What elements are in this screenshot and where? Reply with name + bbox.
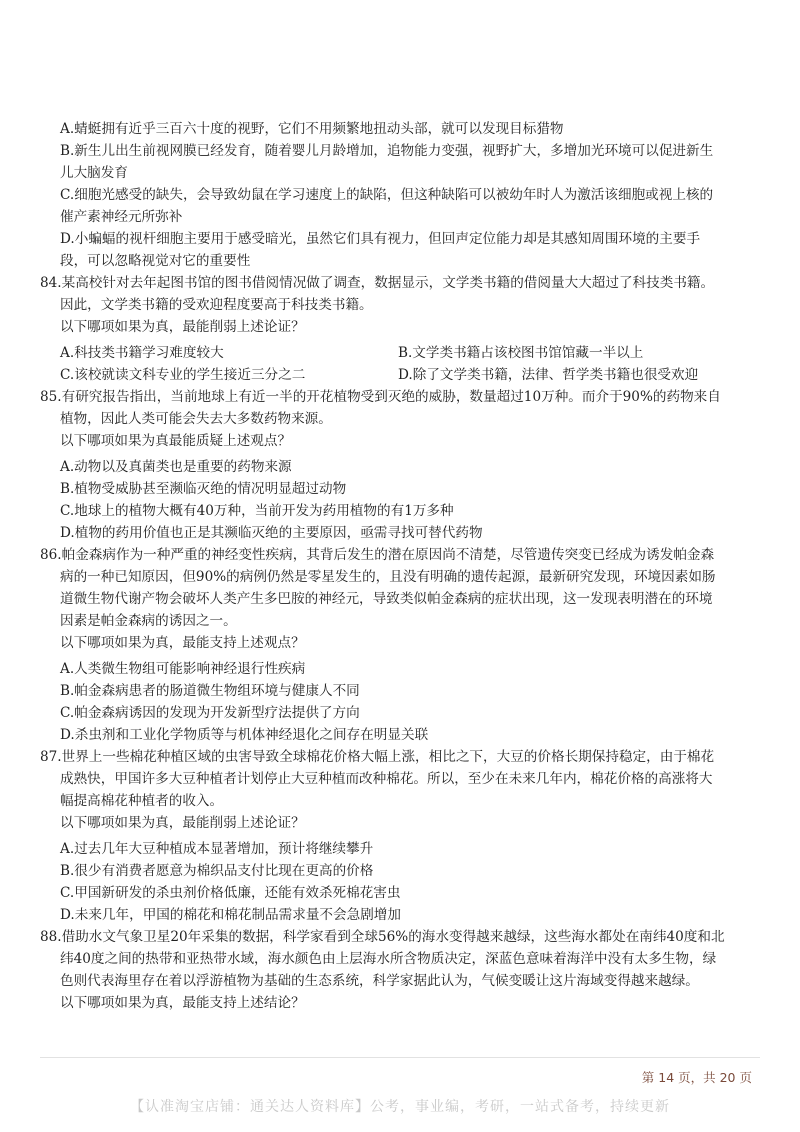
option-text: C.细胞光感受的缺失，会导致幼鼠在学习速度上的缺陷，但这种缺陷可以被幼年时人为激活该细胞或视上核的	[60, 187, 714, 203]
option-c: C.地球上的植物大概有40万种，当前开发为药用植物的有1万多种	[60, 503, 454, 519]
question-prompt: 以下哪项如果为真，最能削弱上述论证？	[60, 319, 305, 335]
question-stem: 成熟快，甲国许多大豆种植者计划停止大豆种植而改种棉花。所以，至少在未来几年内，棉花价格的高涨将大	[60, 771, 713, 787]
option-d: D.未来几年，甲国的棉花和棉花制品需求量不会急剧增加	[60, 907, 401, 923]
question-prompt: 以下哪项如果为真，最能支持上述观点？	[60, 635, 305, 651]
question-stem: 幅提高棉花种植者的收入。	[60, 793, 224, 809]
question-88	[40, 926, 760, 1014]
option-c: C.帕金森病诱因的发现为开发新型疗法提供了方向	[60, 705, 360, 721]
question-stem: 色则代表海里存在着以浮游植物为基础的生态系统，科学家据此认为，气候变暖让这片海域变得越来越绿。	[60, 973, 699, 989]
page-number: 第 14 页，共 20 页	[641, 1070, 752, 1085]
question-prompt: 以下哪项如果为真，最能支持上述结论？	[60, 995, 305, 1011]
question-stem: 病的一种已知原因，但90%的病例仍然是零星发生的，且没有明确的遗传起源，最新研究发现，环境因素如肠	[60, 569, 716, 585]
question-stem: 88.借助水文气象卫星20年采集的数据，科学家看到全球56%的海水变得越来越绿，这些海水都处在南纬40度和北	[40, 929, 725, 945]
option-b: B.帕金森病患者的肠道微生物组环境与健康人不同	[60, 683, 360, 699]
option-d: D.杀虫剂和工业化学物质等与机体神经退化之间存在明显关联	[60, 727, 429, 743]
option-c: C.该校就读文科专业的学生接近三分之二	[60, 367, 306, 383]
option-row	[40, 342, 760, 364]
option-text: D.小蝙蝠的视杆细胞主要用于感受暗光，虽然它们具有视力，但回声定位能力却是其感知周围环境的主要手	[60, 231, 701, 247]
question-87	[40, 746, 760, 926]
question-stem: 因此，文学类书籍的受欢迎程度要高于科技类书籍。	[60, 297, 373, 313]
question-84	[40, 272, 760, 386]
question-prompt: 以下哪项如果为真，最能削弱上述论证？	[60, 815, 305, 831]
question-stem: 86.帕金森病作为一种严重的神经变性疾病，其背后发生的潜在原因尚不清楚，尽管遗传突变已经成为诱发帕金森	[40, 547, 715, 563]
question-prompt: 以下哪项如果为真最能质疑上述观点？	[60, 433, 292, 449]
question-stem: 植物，因此人类可能会失去大多数药物来源。	[60, 411, 332, 427]
question-86	[40, 544, 760, 746]
previous-question-options	[40, 118, 760, 272]
option-d: D.除了文学类书籍，法律、哲学类书籍也很受欢迎	[398, 367, 699, 383]
option-b: B.植物受威胁甚至濒临灭绝的情况明显超过动物	[60, 481, 347, 497]
option-text: B.新生儿出生前视网膜已经发育，随着婴儿月龄增加，追物能力变强，视野扩大，多增加光环境可以促进新生	[60, 143, 714, 159]
option-c: C.甲国新研发的杀虫剂价格低廉，还能有效杀死棉花害虫	[60, 885, 401, 901]
option-b: B.很少有消费者愿意为棉织品支付比现在更高的价格	[60, 863, 374, 879]
question-content	[40, 118, 760, 1014]
option-text: A.蜻蜓拥有近乎三百六十度的视野，它们不用频繁地扭动头部，就可以发现目标猎物	[60, 121, 564, 137]
option-a: A.动物以及真菌类也是重要的药物来源	[60, 459, 292, 475]
option-row	[40, 364, 760, 386]
question-stem: 85.有研究报告指出，当前地球上有近一半的开花植物受到灭绝的威胁，数量超过10万种。而介于90%的药物来自	[40, 389, 721, 405]
option-text-continued: 催产素神经元所弥补	[60, 209, 183, 225]
option-text-continued: 儿大脑发育	[60, 165, 128, 181]
option-a: A.人类微生物组可能影响神经退行性疾病	[60, 661, 306, 677]
question-85	[40, 386, 760, 544]
watermark-text: 【认准淘宝店铺：通关达人资料库】公考，事业编，考研，一站式备考，持续更新	[130, 1099, 670, 1115]
option-text-continued: 段，可以忽略视觉对它的重要性	[60, 253, 251, 269]
question-stem: 纬40度之间的热带和亚热带水域，海水颜色由上层海水所含物质决定，深蓝色意味着海洋中没有太多生物，绿	[60, 951, 717, 967]
question-stem: 道微生物代谢产物会破坏人类产生多巴胺的神经元，导致类似帕金森病的症状出现，这一发现表明潜在的环境	[60, 591, 713, 607]
option-a: A.科技类书籍学习难度较大	[60, 345, 224, 361]
question-stem: 因素是帕金森病的诱因之一。	[60, 613, 237, 629]
footer-divider	[40, 1057, 760, 1058]
option-a: A.过去几年大豆种植成本显著增加，预计将继续攀升	[60, 841, 374, 857]
question-stem: 84.某高校针对去年起图书馆的图书借阅情况做了调查，数据显示，文学类书籍的借阅量大大超过了科技类书籍。	[40, 275, 715, 291]
question-stem: 87.世界上一些棉花种植区域的虫害导致全球棉花价格大幅上涨，相比之下，大豆的价格长期保持稳定，由于棉花	[40, 749, 715, 765]
option-b: B.文学类书籍占该校图书馆馆藏一半以上	[398, 345, 644, 361]
option-d: D.植物的药用价值也正是其濒临灭绝的主要原因，亟需寻找可替代药物	[60, 525, 483, 541]
